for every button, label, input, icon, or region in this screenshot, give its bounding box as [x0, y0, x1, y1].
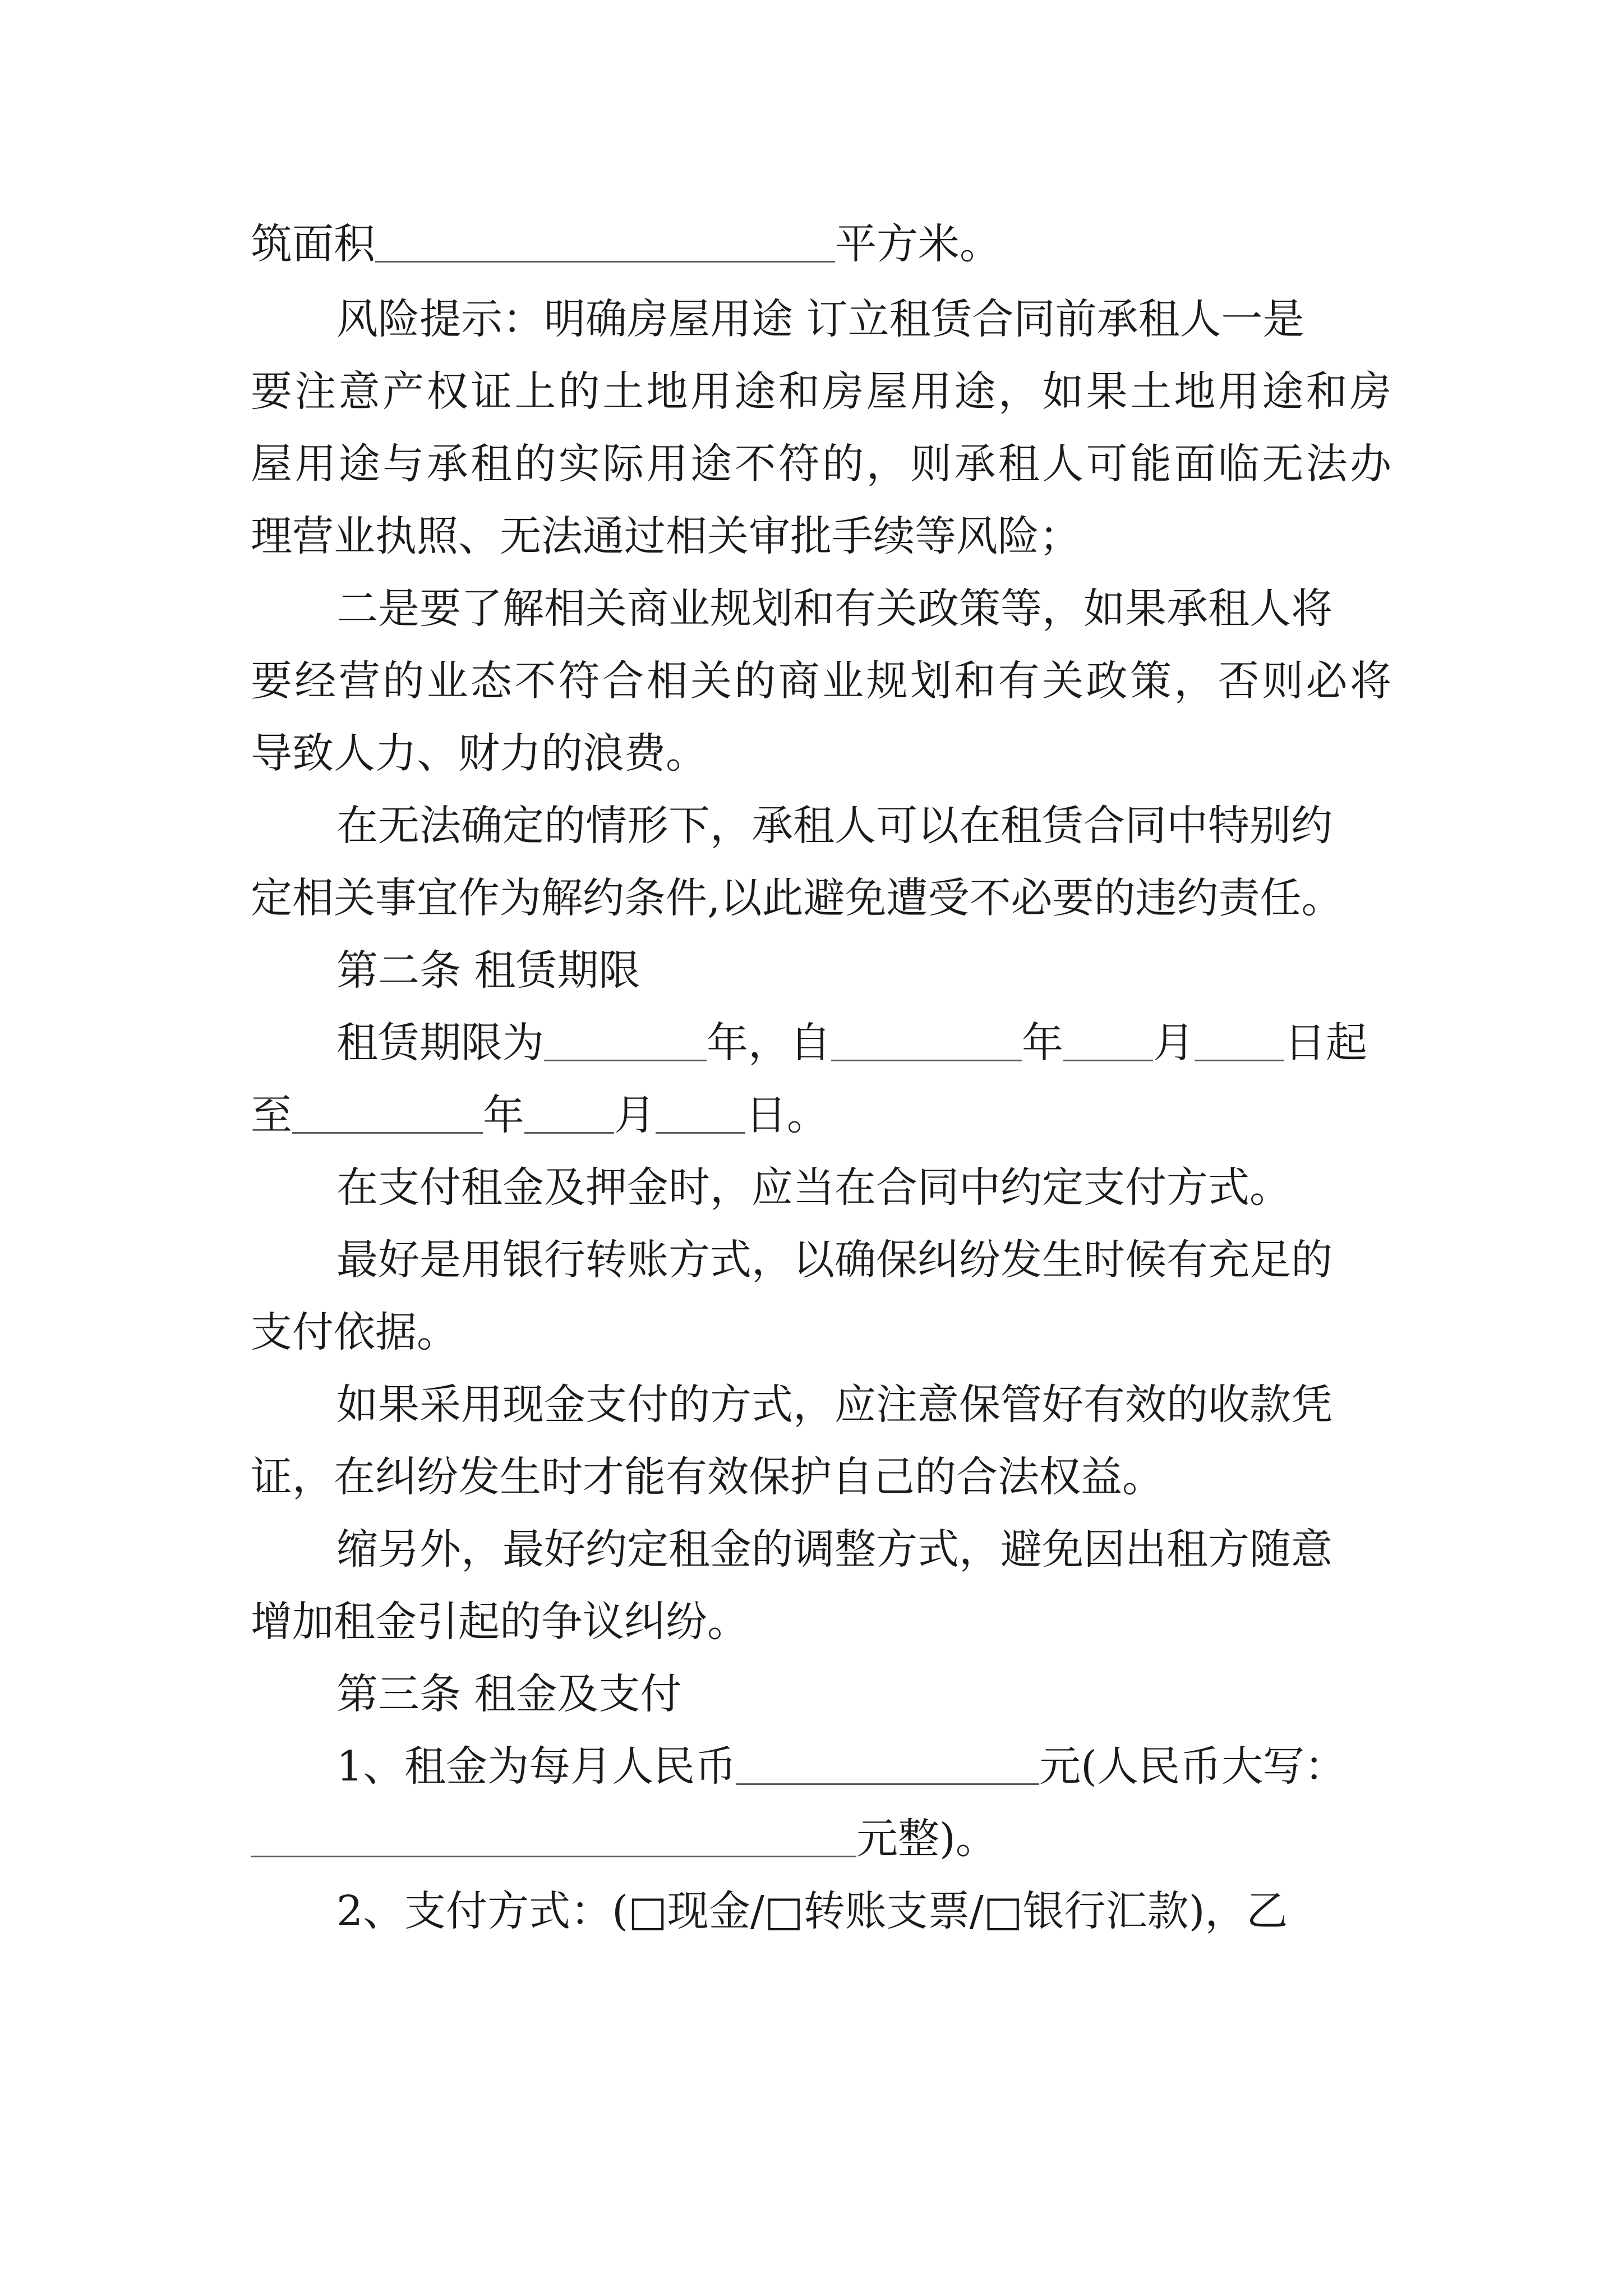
paragraph-line: 在无法确定的情形下，承租人可以在租赁合同中特别约: [336, 802, 1332, 850]
text-segment: 元(人民币大写：: [1039, 1742, 1346, 1791]
section-heading: 第二条 租赁期限: [336, 946, 640, 995]
paragraph-line: 定相关事宜作为解约条件,以此避免遭受不必要的违约责任。: [251, 874, 1343, 922]
paragraph-line: [336, 1736, 1346, 1797]
paragraph-line: 导致人力、财力的浪费。: [251, 729, 707, 777]
text-segment: 至: [251, 1091, 292, 1139]
fill-in-blank-end-day[interactable]: [656, 1096, 745, 1134]
paragraph-line: 2、支付方式：(□现金/□转账支票/□银行汇款)，乙: [336, 1887, 1288, 1935]
paragraph-line: [251, 1808, 997, 1870]
paragraph-line: 如果采用现金支付的方式，应注意保管好有效的收款凭: [336, 1381, 1332, 1429]
paragraph-line: 屋用途与承租的实际用途不符的，则承租人可能面临无法办: [251, 440, 1391, 488]
text-segment: 月: [614, 1091, 656, 1139]
fill-in-blank-monthly-rent[interactable]: [736, 1747, 1039, 1785]
paragraph-line: 最好是用银行转账方式，以确保纠纷发生时候有充足的: [336, 1236, 1332, 1284]
fill-in-blank-start-month[interactable]: [1063, 1024, 1153, 1061]
paragraph-line: 要注意产权证上的土地用途和房屋用途，如果土地用途和房: [251, 367, 1391, 416]
paragraph-line: 理营业执照、无法通过相关审批手续等风险；: [251, 512, 1081, 560]
paragraph-line: [251, 213, 1001, 275]
text-segment: 日起: [1284, 1019, 1367, 1067]
paragraph-line: [336, 1012, 1367, 1074]
fill-in-blank-end-month[interactable]: [524, 1096, 614, 1134]
paragraph-line: 风险提示：明确房屋用途 订立租赁合同前承租人一是: [336, 295, 1304, 343]
fill-in-blank-start-day[interactable]: [1195, 1024, 1284, 1061]
text-segment: 月: [1153, 1019, 1195, 1067]
text-segment: 元整)。: [856, 1815, 997, 1863]
paragraph-line: [251, 1084, 828, 1146]
fill-in-blank-years[interactable]: [544, 1024, 707, 1061]
fill-in-blank-end-year[interactable]: [292, 1096, 483, 1134]
text-segment: 年: [1022, 1019, 1063, 1067]
paragraph-line: 增加租金引起的争议纠纷。: [251, 1598, 749, 1646]
text-segment: 1、租金为每月人民币: [336, 1742, 737, 1791]
text-segment: 日。: [745, 1091, 828, 1139]
text-segment: 年: [483, 1091, 524, 1139]
fill-in-blank-area[interactable]: [375, 225, 835, 263]
paragraph-line: 二是要了解相关商业规划和有关政策等，如果承租人将: [336, 585, 1332, 633]
section-heading: 第三条 租金及支付: [336, 1670, 682, 1718]
fill-in-blank-rent-in-words[interactable]: [251, 1820, 856, 1857]
paragraph-line: 缩另外，最好约定租金的调整方式，避免因出租方随意: [336, 1525, 1332, 1573]
text-segment: 年，自: [707, 1019, 831, 1067]
fill-in-blank-start-year[interactable]: [831, 1024, 1022, 1061]
text-segment: 租赁期限为: [336, 1019, 544, 1067]
paragraph-line: 支付依据。: [251, 1308, 458, 1356]
text-segment: 平方米。: [835, 220, 1001, 268]
text-segment: 筑面积: [251, 220, 375, 268]
paragraph-line: 证，在纠纷发生时才能有效保护自己的合法权益。: [251, 1453, 1164, 1501]
paragraph-line: 在支付租金及押金时，应当在合同中约定支付方式。: [336, 1163, 1291, 1212]
paragraph-line: 要经营的业态不符合相关的商业规划和有关政策，否则必将: [251, 657, 1391, 705]
